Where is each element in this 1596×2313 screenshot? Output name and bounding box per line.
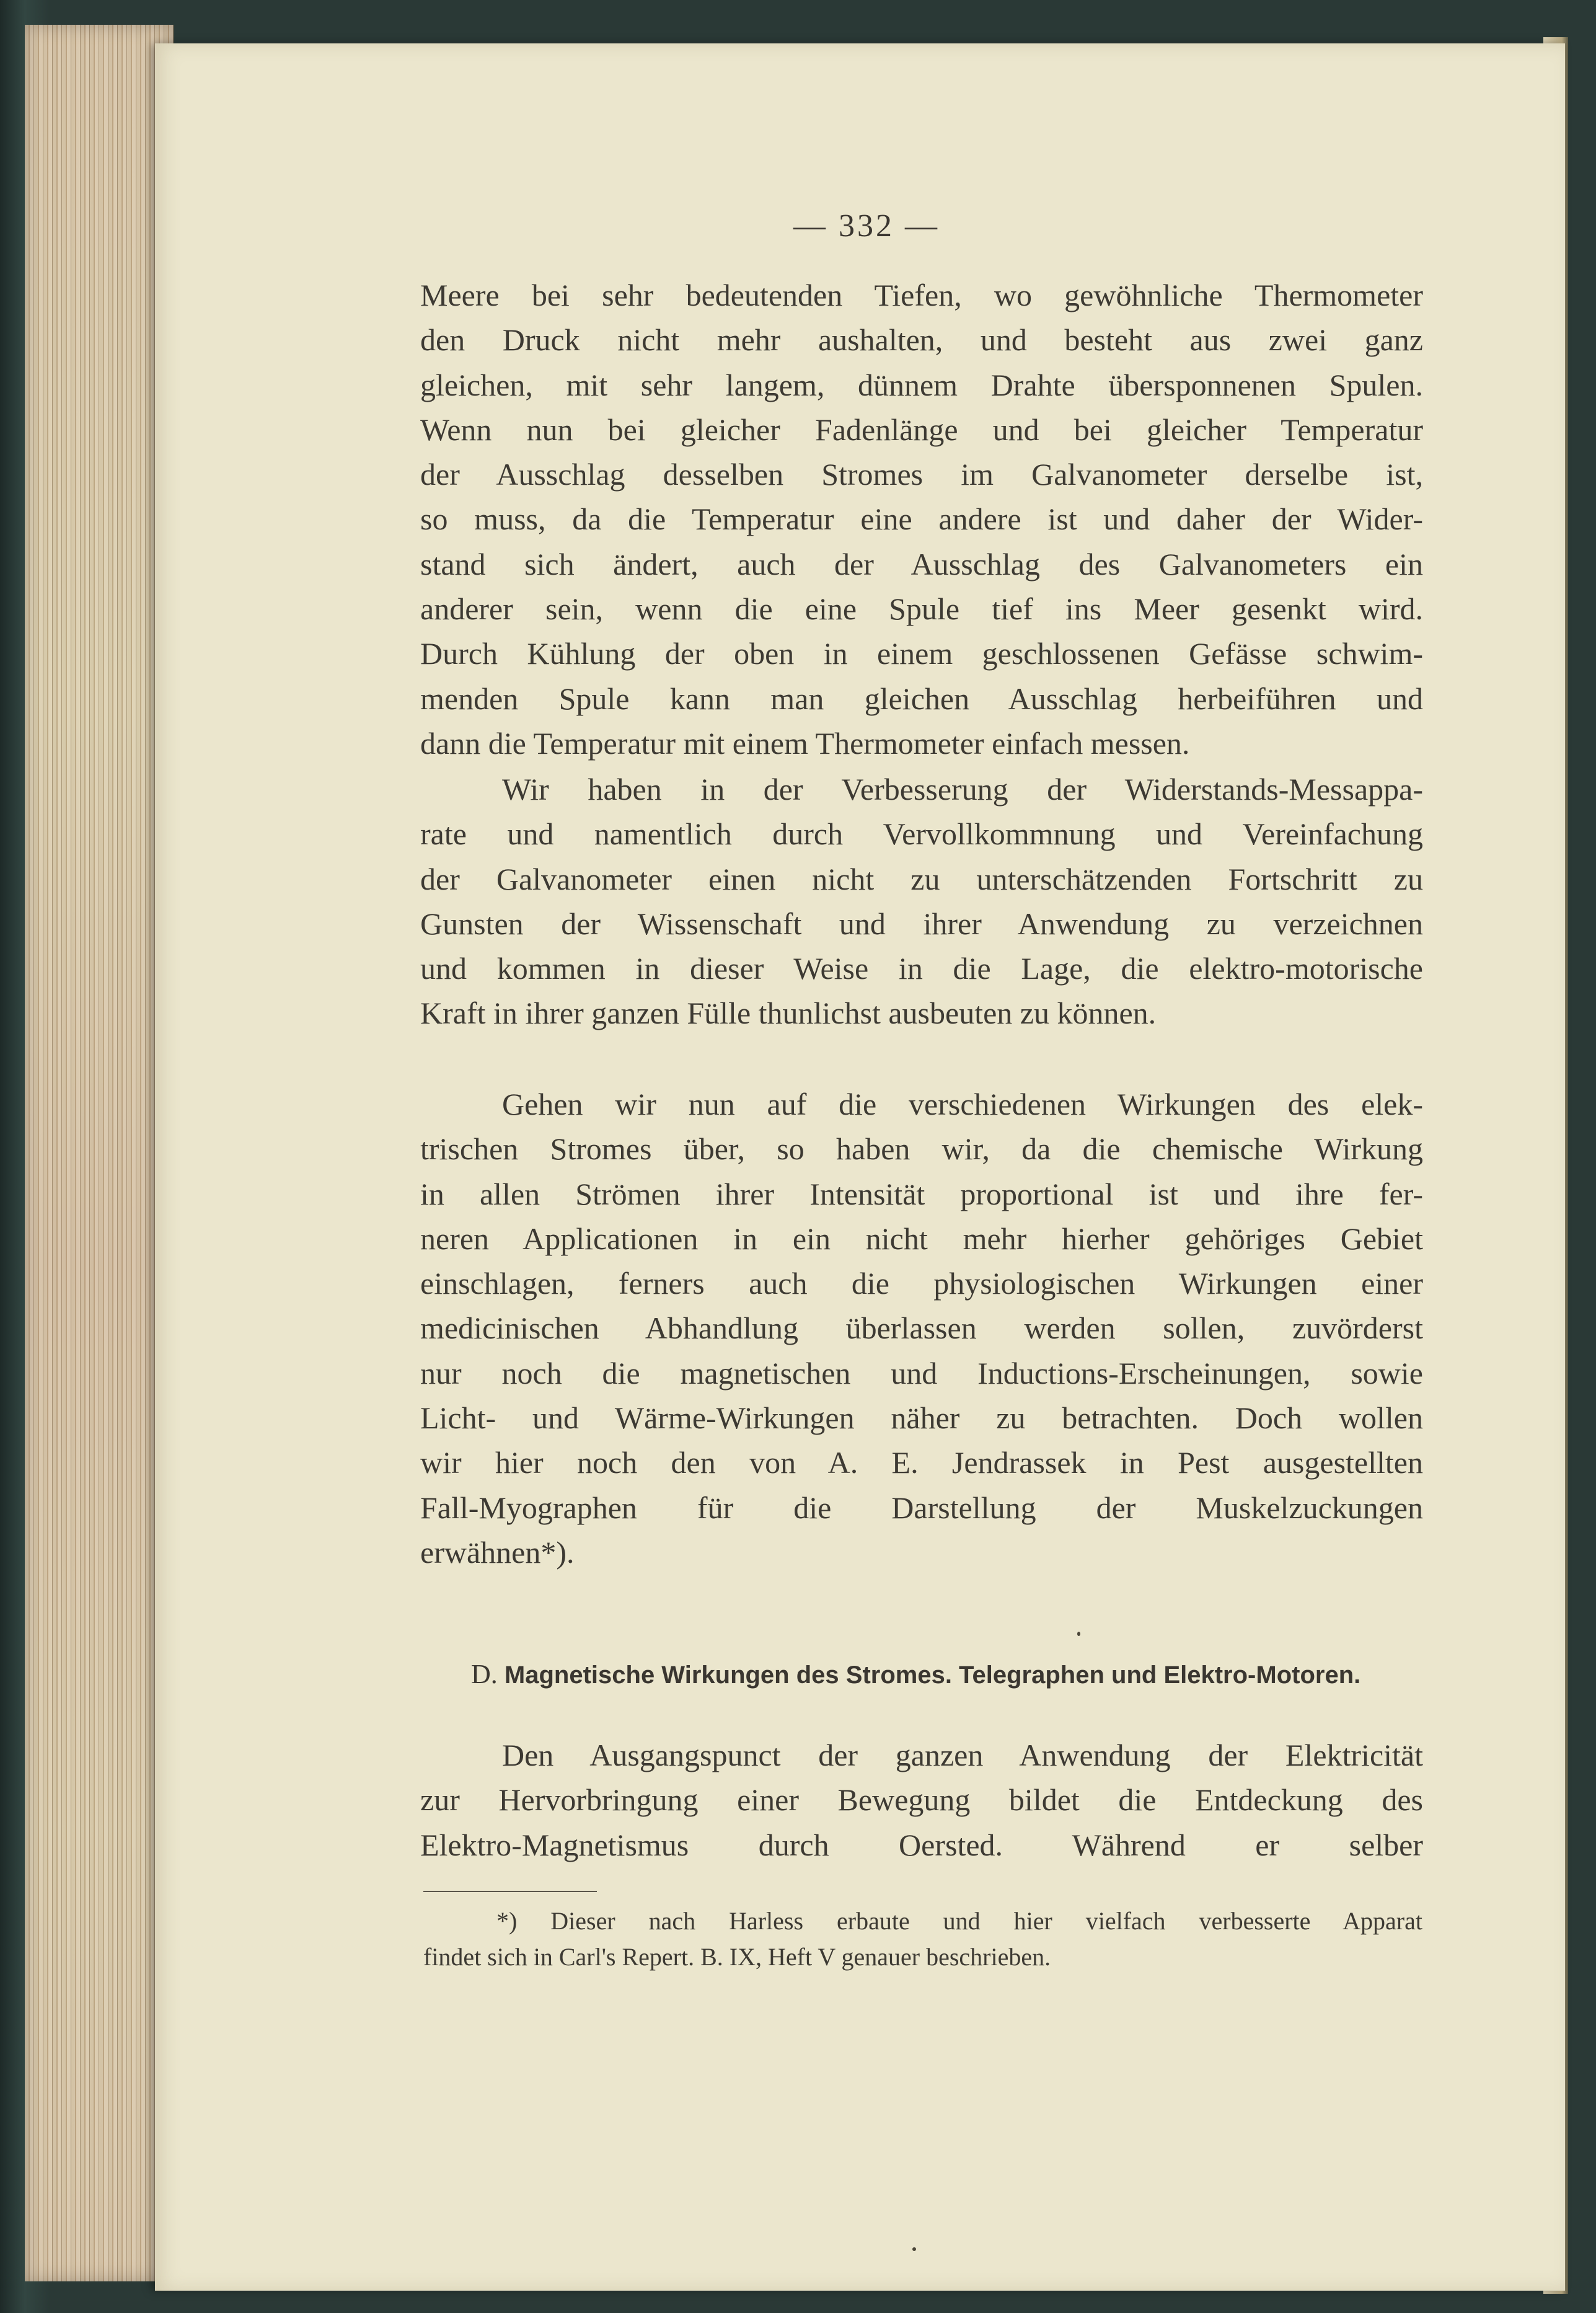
text-line: menden Spule kann man gleichen Ausschlag herbeiführen und xyxy=(420,681,1423,716)
text-line: Durch Kühlung der oben in einem geschlossenen Gefässe schwim- xyxy=(420,636,1423,671)
speck xyxy=(912,2247,916,2251)
text-line: Meere bei sehr bedeutenden Tiefen, wo gewöhnliche Thermometer xyxy=(420,278,1423,312)
text-line: Kraft in ihrer ganzen Fülle thunlichst ausbeuten zu können. xyxy=(420,996,1157,1031)
section-letter: D. xyxy=(471,1659,498,1689)
text-line: Elektro-Magnetismus durch Oersted. Während er selber xyxy=(420,1827,1423,1862)
text-line: in allen Strömen ihrer Intensität proportional ist und ihre fer- xyxy=(420,1176,1423,1211)
text-line: der Galvanometer einen nicht zu unterschätzenden Fortschritt zu xyxy=(420,861,1423,896)
text-line: und kommen in dieser Weise in die Lage, die elektro-motorische xyxy=(420,951,1423,986)
text-line: Fall-Myographen für die Darstellung der Muskelzuckungen xyxy=(420,1490,1423,1525)
text-line: neren Applicationen in ein nicht mehr hierher gehöriges Gebiet xyxy=(420,1221,1423,1256)
text-line: findet sich in Carl's Repert. B. IX, Heft V genauer beschrieben. xyxy=(423,1943,1051,1971)
text-line: gleichen, mit sehr langem, dünnem Drahte übersponnenen Spulen. xyxy=(420,367,1423,402)
text-line: Wir haben in der Verbesserung der Widerstands-Messappa- xyxy=(502,772,1423,807)
text-line: nur noch die magnetischen und Inductions-Erscheinungen, sowie xyxy=(420,1355,1423,1391)
text-line: einschlagen, ferners auch die physiologischen Wirkungen einer xyxy=(420,1266,1423,1301)
section-title: Magnetische Wirkungen des Stromes. Telegraphen und Elektro-Motoren. xyxy=(504,1661,1361,1689)
text-line: Wenn nun bei gleicher Fadenlänge und bei gleicher Temperatur xyxy=(420,412,1423,447)
footnote xyxy=(423,1903,1422,1975)
section-heading xyxy=(471,1658,1360,1690)
text-line: erwähnen*). xyxy=(420,1534,575,1570)
text-line: zur Hervorbringung einer Bewegung bildet die Entdeckung des xyxy=(420,1782,1423,1818)
paragraph-3 xyxy=(420,1082,1423,1575)
text-line: dann die Temperatur mit einem Thermometer einfach messen. xyxy=(420,725,1190,761)
text-line: Licht- und Wärme-Wirkungen näher zu betrachten. Doch wollen xyxy=(420,1400,1423,1436)
paragraph-4 xyxy=(420,1733,1423,1867)
page-number: — 332 — xyxy=(793,208,940,244)
paragraph-1 xyxy=(420,273,1423,766)
text-line: Gunsten der Wissenschaft und ihrer Anwendung zu verzeichnen xyxy=(420,906,1423,941)
speck xyxy=(1077,1632,1080,1636)
text-line: wir hier noch den von A. E. Jendrassek in Pest ausgestellten xyxy=(420,1445,1423,1480)
text-line: trischen Stromes über, so haben wir, da die chemische Wirkung xyxy=(420,1131,1423,1167)
text-line: Den Ausgangspunct der ganzen Anwendung der Elektricität xyxy=(502,1738,1423,1772)
text-line: stand sich ändert, auch der Ausschlag des Galvanometers ein xyxy=(420,546,1423,582)
page-edges-stain xyxy=(25,25,174,2281)
text-line: so muss, da die Temperatur eine andere ist und daher der Wider- xyxy=(420,502,1423,537)
paragraph-2 xyxy=(420,767,1423,1036)
text-line: medicinischen Abhandlung überlassen werden sollen, zuvörderst xyxy=(420,1311,1423,1346)
text-line: Gehen wir nun auf die verschiedenen Wirkungen des elek- xyxy=(502,1087,1423,1121)
text-line: anderer sein, wenn die eine Spule tief ins Meer gesenkt wird. xyxy=(420,591,1423,627)
text-line: rate und namentlich durch Vervollkommnung und Vereinfachung xyxy=(420,816,1423,852)
text-line: der Ausschlag desselben Stromes im Galvanometer derselbe ist, xyxy=(420,457,1423,492)
text-line: *) Dieser nach Harless erbaute und hier vielfach verbesserte Apparat xyxy=(496,1907,1422,1935)
text-line: den Druck nicht mehr aushalten, und besteht aus zwei ganz xyxy=(420,322,1423,358)
footnote-rule xyxy=(423,1891,597,1892)
